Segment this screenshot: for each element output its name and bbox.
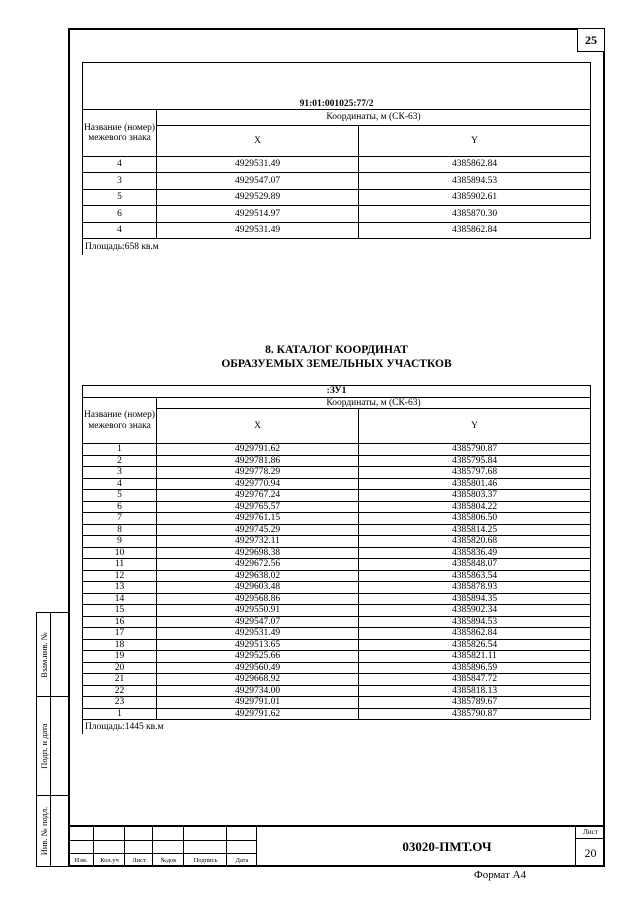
coord-x-cell: 4929531.49 xyxy=(157,156,359,173)
table2-area: Площадь:1445 кв.м xyxy=(83,720,591,734)
table2-col-name: Название (номер) межевого знака xyxy=(83,398,157,444)
coord-x-cell: 4929745.29 xyxy=(157,524,359,536)
coord-y-cell: 4385797.68 xyxy=(359,467,591,479)
table-row xyxy=(83,501,591,513)
coord-x-cell: 4929531.49 xyxy=(157,222,359,239)
coord-x-cell: 4929525.66 xyxy=(157,651,359,663)
coordinates-table-existing xyxy=(82,62,591,255)
marker-cell: 1 xyxy=(83,444,157,456)
table-row xyxy=(83,536,591,548)
coord-y-cell: 4385862.84 xyxy=(359,156,591,173)
coord-y-cell: 4385878.93 xyxy=(359,582,591,594)
coord-x-cell: 4929732.11 xyxy=(157,536,359,548)
side-label-podp-data: Подп. и дата xyxy=(38,723,49,769)
stamp-caption-izm: Изм. xyxy=(74,857,88,864)
heading-line-2: ОБРАЗУЕМЫХ ЗЕМЕЛЬНЫХ УЧАСТКОВ xyxy=(221,358,452,370)
stamp-caption-data: Дата xyxy=(235,857,249,864)
coord-y-cell: 4385801.46 xyxy=(359,478,591,490)
title-block xyxy=(68,825,605,867)
marker-cell: 12 xyxy=(83,570,157,582)
marker-cell: 17 xyxy=(83,628,157,640)
coord-y-cell: 4385862.84 xyxy=(359,628,591,640)
coord-x-cell: 4929514.97 xyxy=(157,206,359,223)
table-row xyxy=(83,605,591,617)
table-row xyxy=(83,593,591,605)
marker-cell: 6 xyxy=(83,206,157,223)
table-row xyxy=(83,478,591,490)
table-row xyxy=(83,628,591,640)
marker-cell: 5 xyxy=(83,189,157,206)
table-row xyxy=(83,173,591,190)
table-row xyxy=(83,524,591,536)
format-label: Формат А4 xyxy=(474,869,527,881)
table-row xyxy=(83,674,591,686)
marker-cell: 14 xyxy=(83,593,157,605)
coord-y-cell: 4385836.49 xyxy=(359,547,591,559)
table2-col-y: Y xyxy=(359,409,591,444)
coord-y-cell: 4385894.53 xyxy=(359,616,591,628)
marker-cell: 13 xyxy=(83,582,157,594)
side-field-inv-podl xyxy=(36,795,69,867)
stamp-caption-podpis: Подпись xyxy=(193,857,218,864)
marker-cell: 20 xyxy=(83,662,157,674)
table2-col-x: X xyxy=(157,409,359,444)
coordinates-table-new xyxy=(82,385,591,734)
coord-y-cell: 4385789.67 xyxy=(359,697,591,709)
coord-y-cell: 4385820.68 xyxy=(359,536,591,548)
table-row xyxy=(83,685,591,697)
coord-y-cell: 4385847.72 xyxy=(359,674,591,686)
sheet-label: Лист xyxy=(576,827,605,839)
marker-cell: 8 xyxy=(83,524,157,536)
coord-y-cell: 4385902.61 xyxy=(359,189,591,206)
table1-title: 91:01:001025:77/2 xyxy=(83,99,591,110)
side-field-podp-data xyxy=(36,696,69,796)
table-row xyxy=(83,639,591,651)
coord-x-cell: 4929668.92 xyxy=(157,674,359,686)
table2-col-coords: Координаты, м (СК-63) xyxy=(157,398,591,409)
marker-cell: 15 xyxy=(83,605,157,617)
table2-title: :ЗУ1 xyxy=(83,386,591,398)
coord-x-cell: 4929767.24 xyxy=(157,490,359,502)
marker-cell: 10 xyxy=(83,547,157,559)
table-row xyxy=(83,559,591,571)
coord-y-cell: 4385894.35 xyxy=(359,593,591,605)
coord-x-cell: 4929638.02 xyxy=(157,570,359,582)
coord-y-cell: 4385870.30 xyxy=(359,206,591,223)
marker-cell: 19 xyxy=(83,651,157,663)
coord-x-cell: 4929568.86 xyxy=(157,593,359,605)
page-number: 25 xyxy=(577,28,605,52)
table-row xyxy=(83,708,591,720)
coord-x-cell: 4929560.49 xyxy=(157,662,359,674)
coord-x-cell: 4929761.15 xyxy=(157,513,359,525)
table-row xyxy=(83,616,591,628)
coord-y-cell: 4385826.54 xyxy=(359,639,591,651)
stamp-caption-ndok: №док xyxy=(160,857,177,864)
document-code: 03020-ПМТ.ОЧ xyxy=(402,839,492,854)
coord-y-cell: 4385818.13 xyxy=(359,685,591,697)
marker-cell: 22 xyxy=(83,685,157,697)
coord-x-cell: 4929547.07 xyxy=(157,616,359,628)
sheet-number: 20 xyxy=(584,846,597,860)
marker-cell: 1 xyxy=(83,708,157,720)
marker-cell: 4 xyxy=(83,478,157,490)
coord-x-cell: 4929672.56 xyxy=(157,559,359,571)
stamp-caption-list: Лист xyxy=(132,857,146,864)
stamp-caption-kol-uch: Кол.уч xyxy=(100,857,119,864)
side-field-inv-vzam xyxy=(36,612,69,697)
marker-cell: 11 xyxy=(83,559,157,571)
coord-x-cell: 4929765.57 xyxy=(157,501,359,513)
table-row xyxy=(83,582,591,594)
marker-cell: 16 xyxy=(83,616,157,628)
coord-x-cell: 4929603.48 xyxy=(157,582,359,594)
table-row xyxy=(83,222,591,239)
table-row xyxy=(83,651,591,663)
coord-x-cell: 4929698.38 xyxy=(157,547,359,559)
marker-cell: 9 xyxy=(83,536,157,548)
coord-x-cell: 4929781.86 xyxy=(157,455,359,467)
heading-line-1: 8. КАТАЛОГ КООРДИНАТ xyxy=(265,344,408,356)
table-row xyxy=(83,662,591,674)
coord-x-cell: 4929529.89 xyxy=(157,189,359,206)
coord-x-cell: 4929550.91 xyxy=(157,605,359,617)
table-row xyxy=(83,156,591,173)
coord-y-cell: 4385795.84 xyxy=(359,455,591,467)
coord-y-cell: 4385862.84 xyxy=(359,222,591,239)
coord-y-cell: 4385821.11 xyxy=(359,651,591,663)
coord-x-cell: 4929791.62 xyxy=(157,444,359,456)
marker-cell: 6 xyxy=(83,501,157,513)
table-row xyxy=(83,455,591,467)
marker-cell: 4 xyxy=(83,156,157,173)
section-heading xyxy=(68,343,605,371)
side-label-inv-vzam: Взам.инв. № xyxy=(38,631,49,678)
marker-cell: 21 xyxy=(83,674,157,686)
coord-x-cell: 4929791.01 xyxy=(157,697,359,709)
coord-x-cell: 4929531.49 xyxy=(157,628,359,640)
marker-cell: 18 xyxy=(83,639,157,651)
coord-y-cell: 4385806.50 xyxy=(359,513,591,525)
table-row xyxy=(83,697,591,709)
coord-y-cell: 4385790.87 xyxy=(359,708,591,720)
marker-cell: 3 xyxy=(83,173,157,190)
marker-cell: 5 xyxy=(83,490,157,502)
coord-y-cell: 4385804.22 xyxy=(359,501,591,513)
table1-col-x: X xyxy=(157,125,359,156)
coord-x-cell: 4929770.94 xyxy=(157,478,359,490)
table1-col-coords: Координаты, м (СК-63) xyxy=(157,109,591,125)
table-row xyxy=(83,467,591,479)
table-row xyxy=(83,189,591,206)
side-label-inv-podl: Инв. № подл. xyxy=(38,806,49,856)
table1-col-name: Название (номер) межевого знака xyxy=(83,109,157,156)
table1-col-y: Y xyxy=(359,125,591,156)
table-row xyxy=(83,206,591,223)
coord-x-cell: 4929513.65 xyxy=(157,639,359,651)
table-row xyxy=(83,570,591,582)
marker-cell: 23 xyxy=(83,697,157,709)
coord-y-cell: 4385848.07 xyxy=(359,559,591,571)
table-row xyxy=(83,547,591,559)
coord-y-cell: 4385803.37 xyxy=(359,490,591,502)
coord-x-cell: 4929778.29 xyxy=(157,467,359,479)
coord-y-cell: 4385894.53 xyxy=(359,173,591,190)
coord-y-cell: 4385790.87 xyxy=(359,444,591,456)
coord-x-cell: 4929791.62 xyxy=(157,708,359,720)
marker-cell: 2 xyxy=(83,455,157,467)
marker-cell: 3 xyxy=(83,467,157,479)
coord-x-cell: 4929547.07 xyxy=(157,173,359,190)
coord-y-cell: 4385814.25 xyxy=(359,524,591,536)
sheet-cell xyxy=(575,827,605,867)
table-row xyxy=(83,444,591,456)
table1-area: Площадь:658 кв.м xyxy=(83,239,591,255)
coord-y-cell: 4385902.34 xyxy=(359,605,591,617)
coord-x-cell: 4929734.00 xyxy=(157,685,359,697)
marker-cell: 7 xyxy=(83,513,157,525)
table-row xyxy=(83,513,591,525)
marker-cell: 4 xyxy=(83,222,157,239)
coord-y-cell: 4385896.59 xyxy=(359,662,591,674)
coord-y-cell: 4385863.54 xyxy=(359,570,591,582)
table-row xyxy=(83,490,591,502)
